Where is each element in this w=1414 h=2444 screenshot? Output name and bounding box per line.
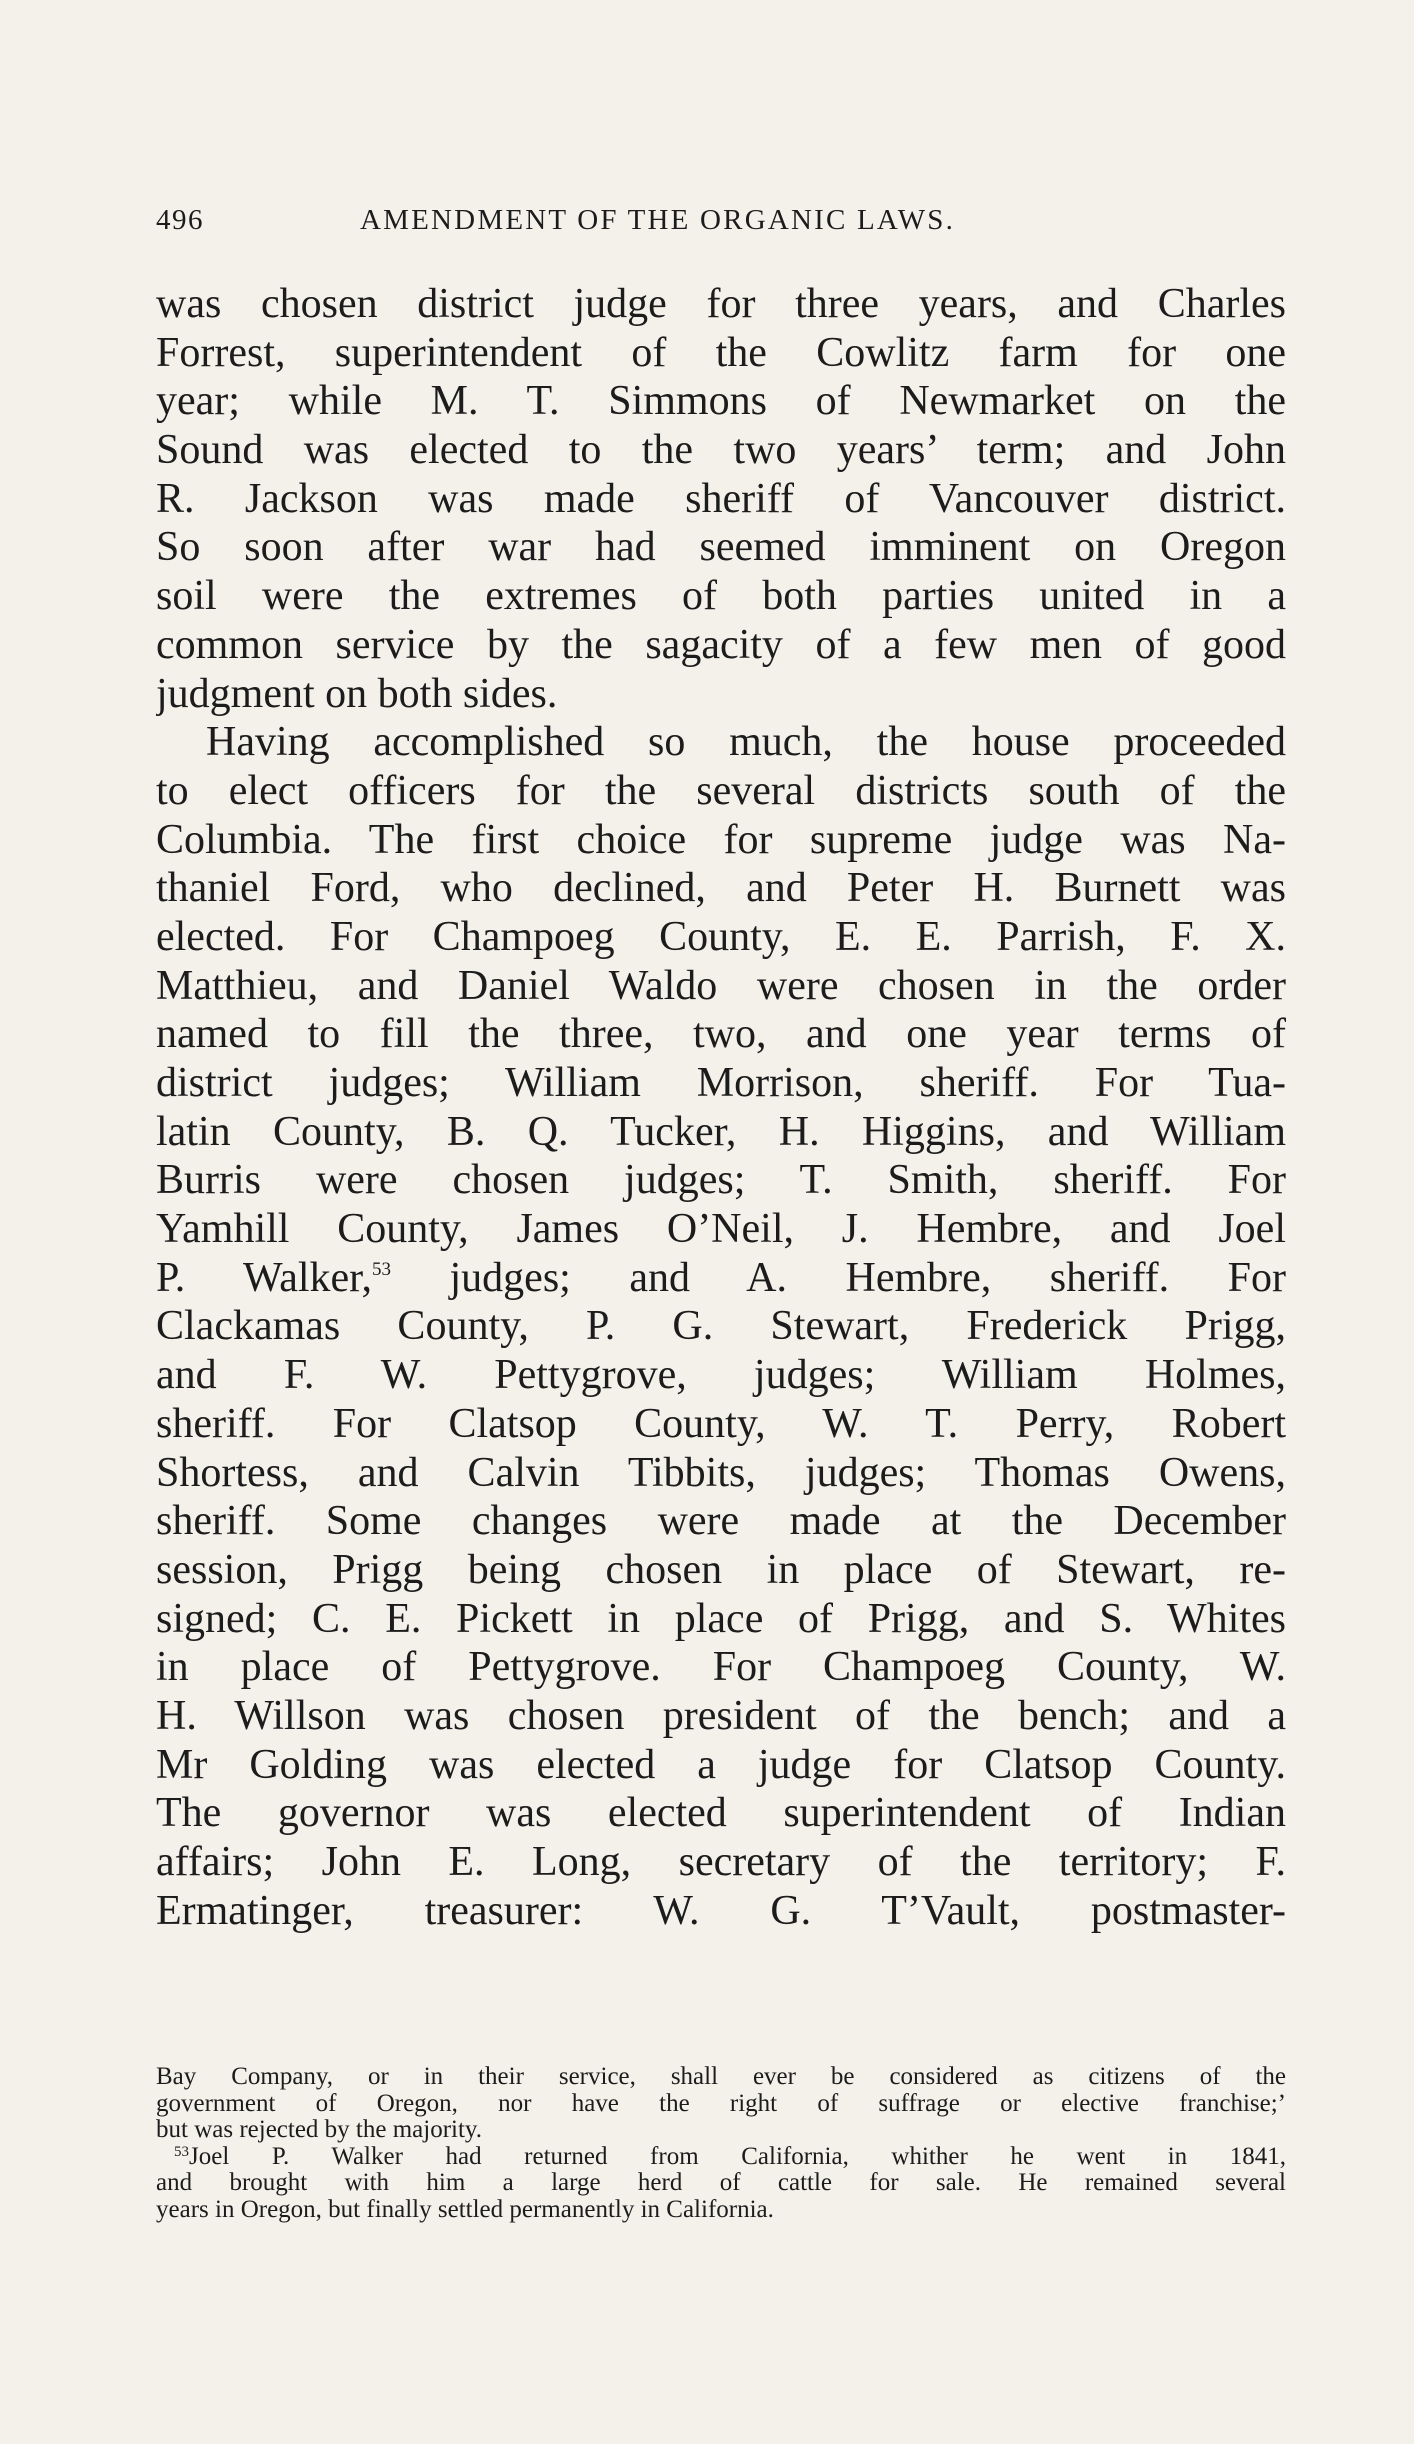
footnote-line: Bay Company, or in their service, shall ever be considered as citizens of the (156, 2064, 1286, 2090)
text-line: session, Prigg being chosen in place of Stewart, re- (156, 1546, 1286, 1593)
running-head: AMENDMENT OF THE ORGANIC LAWS. (360, 204, 956, 236)
text-line: The governor was elected superintendent of Indian (156, 1790, 1286, 1837)
text-line: common service by the sagacity of a few men of good (156, 621, 1286, 668)
text-line: Burris were chosen judges; T. Smith, sheriff. For (156, 1157, 1286, 1204)
text-line: Having accomplished so much, the house proceeded (206, 719, 1286, 766)
text-line: elected. For Champoeg County, E. E. Parrish, F. X. (156, 913, 1286, 960)
text-line: sheriff. For Clatsop County, W. T. Perry, Robert (156, 1400, 1286, 1447)
text-line-with-footnote (156, 1254, 1286, 1303)
footnote-line: but was rejected by the majority. (156, 2117, 483, 2143)
footnote-line: and brought with him a large herd of cattle for sale. He remained several (156, 2170, 1286, 2196)
page-header (156, 204, 1286, 244)
footnote-number: 53 (174, 2143, 189, 2160)
text-line: Clackamas County, P. G. Stewart, Frederick Prigg, (156, 1303, 1286, 1350)
text-line: Columbia. The first choice for supreme judge was Na- (156, 816, 1286, 863)
text-line: year; while M. T. Simmons of Newmarket on the (156, 378, 1286, 425)
text-line: H. Willson was chosen president of the bench; and a (156, 1692, 1286, 1739)
text-line: So soon after war had seemed imminent on Oregon (156, 524, 1286, 571)
text-line: R. Jackson was made sheriff of Vancouver district. (156, 475, 1286, 522)
footnote-line: years in Oregon, but finally settled permanently in California. (156, 2196, 774, 2223)
text-line: Sound was elected to the two years’ term; and John (156, 427, 1286, 474)
footnotes (156, 2064, 1286, 2223)
text-line: Yamhill County, James O’Neil, J. Hembre, and Joel (156, 1206, 1286, 1253)
footnote-text: Joel P. Walker had returned from California, whither he went in 1841, (189, 2143, 1286, 2170)
text-line: district judges; William Morrison, sheriff. For Tua- (156, 1060, 1286, 1106)
text-line: signed; C. E. Pickett in place of Prigg, and S. Whites (156, 1595, 1286, 1642)
footnote-reference: 53 (372, 1258, 391, 1280)
text-line: and F. W. Pettygrove, judges; William Holmes, (156, 1352, 1286, 1399)
text-line: soil were the extremes of both parties united in a (156, 573, 1286, 620)
text-line: Shortess, and Calvin Tibbits, judges; Thomas Owens, (156, 1449, 1286, 1496)
footnote-line: government of Oregon, nor have the right of suffrage or elective franchise;’ (156, 2090, 1286, 2117)
text-line: to elect officers for the several districts south of the (156, 767, 1286, 814)
text-line: latin County, B. Q. Tucker, H. Higgins, and William (156, 1108, 1286, 1155)
text-line: named to fill the three, two, and one year terms of (156, 1011, 1286, 1058)
text-line: Matthieu, and Daniel Waldo were chosen in the order (156, 962, 1286, 1009)
text-line: thaniel Ford, who declined, and Peter H. Burnett was (156, 865, 1286, 912)
text-line-rest: judges; and A. Hembre, sheriff. For (449, 1254, 1286, 1301)
text-line: sheriff. Some changes were made at the December (156, 1498, 1286, 1545)
text-line: was chosen district judge for three years, and Charles (156, 281, 1286, 327)
text-line: in place of Pettygrove. For Champoeg County, W. (156, 1644, 1286, 1691)
text-line: Mr Golding was elected a judge for Clatsop County. (156, 1741, 1286, 1788)
text-line-lead: P. Walker, (156, 1254, 372, 1301)
page-number: 496 (156, 204, 204, 236)
body-text (156, 280, 1286, 1935)
text-line: judgment on both sides. (156, 670, 558, 717)
text-line: Forrest, superintendent of the Cowlitz farm for one (156, 329, 1286, 376)
text-line: Ermatinger, treasurer: W. G. T’Vault, postmaster- (156, 1887, 1286, 1934)
text-line: affairs; John E. Long, secretary of the territory; F. (156, 1839, 1286, 1885)
footnote-53 (156, 2144, 1286, 2171)
